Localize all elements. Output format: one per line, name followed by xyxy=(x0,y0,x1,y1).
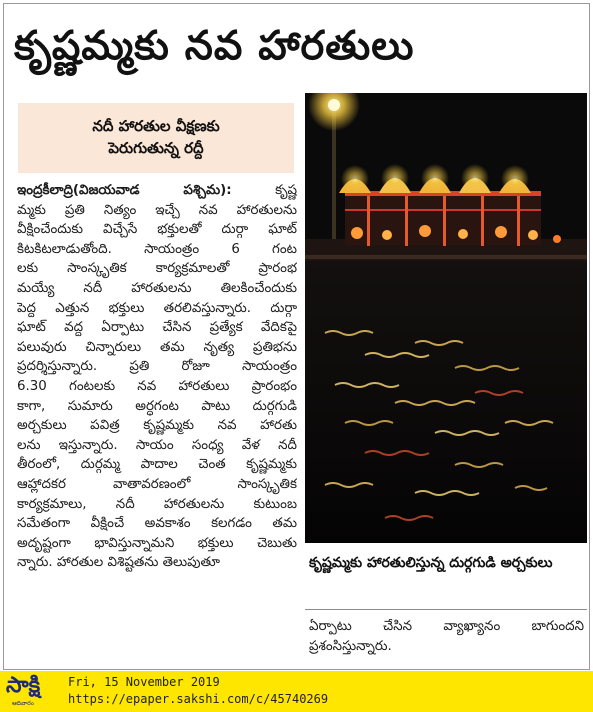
news-photo xyxy=(305,93,587,543)
caption-divider xyxy=(305,609,587,610)
body-line: కాగా, సుమారు అర్ధగంట పాటు దుర్గగుడి xyxy=(17,398,297,414)
body-line: అర్చకులు పవిత్ర కృష్ణమ్మకు నవ హారతు xyxy=(17,418,297,434)
body-line: ఆహ్లాదకర వాతావరణంలో సాంస్కృతిక xyxy=(17,476,297,492)
body-line: లను ఇస్తున్నారు. సాయం సంధ్య వేళ నదీ xyxy=(17,437,297,453)
body-line: కార్యక్రమాలు, నదీ హారతులను కుటుంబ xyxy=(17,496,297,512)
body-line xyxy=(17,181,297,201)
body-line: కిటకిటలాడుతోంది. సాయంత్రం 6 గంట xyxy=(17,241,297,257)
logo-subtext: ఆదివారం xyxy=(12,700,34,707)
continuation-text xyxy=(309,617,584,656)
logo-text: సాక్షి xyxy=(6,673,41,698)
body-line: తీరంలో, దుర్గమ్మ పాదాల చెంత కృష్ణమ్మకు xyxy=(17,457,297,473)
subheadline-box xyxy=(18,103,294,173)
night-ghat-photo xyxy=(305,93,587,543)
article-headline: కృష్ణమ్మకు నవ హారతులు xyxy=(14,23,415,69)
body-line: లకు సాంస్కృతిక కార్యక్రమాలతో ప్రారంభ xyxy=(17,261,297,277)
subheadline-line-1: నదీ హారతుల వీక్షణకు xyxy=(92,117,220,135)
ghat-platform xyxy=(345,191,541,246)
body-line: సమేతంగా వీక్షించే అవకాశం కలగడం తమ xyxy=(17,516,297,532)
sakshi-logo[interactable] xyxy=(4,674,60,708)
body-line: పలువురు చిన్నారులు తమ నృత్య ప్రతిభను xyxy=(17,339,297,355)
subheadline-line-2: పెరుగుతున్న రద్దీ xyxy=(108,139,204,157)
body-line: ప్రదర్శిస్తున్నారు. ప్రతి రోజూ సాయంత్రం xyxy=(17,359,297,375)
body-line: పెద్ద ఎత్తున భక్తులు తరలివస్తున్నారు. దుర్గా xyxy=(17,300,297,316)
body-line: అదృష్టంగా భావిస్తున్నామని భక్తులు చెబుతు xyxy=(17,535,297,551)
epaper-footer xyxy=(0,671,593,712)
body-line: మ్మకు ప్రతి నిత్యం ఇచ్చే నవ హారతులను xyxy=(17,202,297,218)
body-line: ఘాట్ వద్ద ఏర్పాటు చేసిన ప్రత్యేక వేదికపై xyxy=(17,320,297,336)
edition-date: Fri, 15 November 2019 xyxy=(68,675,220,689)
photo-caption: కృష్ణమ్మకు హారతులిస్తున్న దుర్గగుడి అర్చకులు xyxy=(309,555,553,571)
article-body xyxy=(17,181,297,573)
body-line: 6.30 గంటలకు నవ హారతులు ప్రారంభం xyxy=(17,378,297,394)
body-line: న్నారు. హారతుల విశిష్టతను తెలుపుతూ xyxy=(17,555,220,571)
body-line-text: కృష్ణ xyxy=(275,183,297,198)
dateline: ఇంద్రకీలాద్రి(విజయవాడ పశ్చిమ): xyxy=(17,183,232,198)
continuation-line: ప్రశంసిస్తున్నారు. xyxy=(309,638,392,654)
epaper-link[interactable]: https://epaper.sakshi.com/c/45740269 xyxy=(68,692,329,706)
body-line: మయ్యే నదీ హారతులను తిలకించేందుకు xyxy=(17,280,297,296)
continuation-line: ఏర్పాటు చేసిన వ్యాఖ్యానం బాగుందని xyxy=(309,619,584,634)
body-line: వీక్షించేందుకు విచ్చేసే భక్తులతో దుర్గా ఘాట్ xyxy=(17,222,297,238)
